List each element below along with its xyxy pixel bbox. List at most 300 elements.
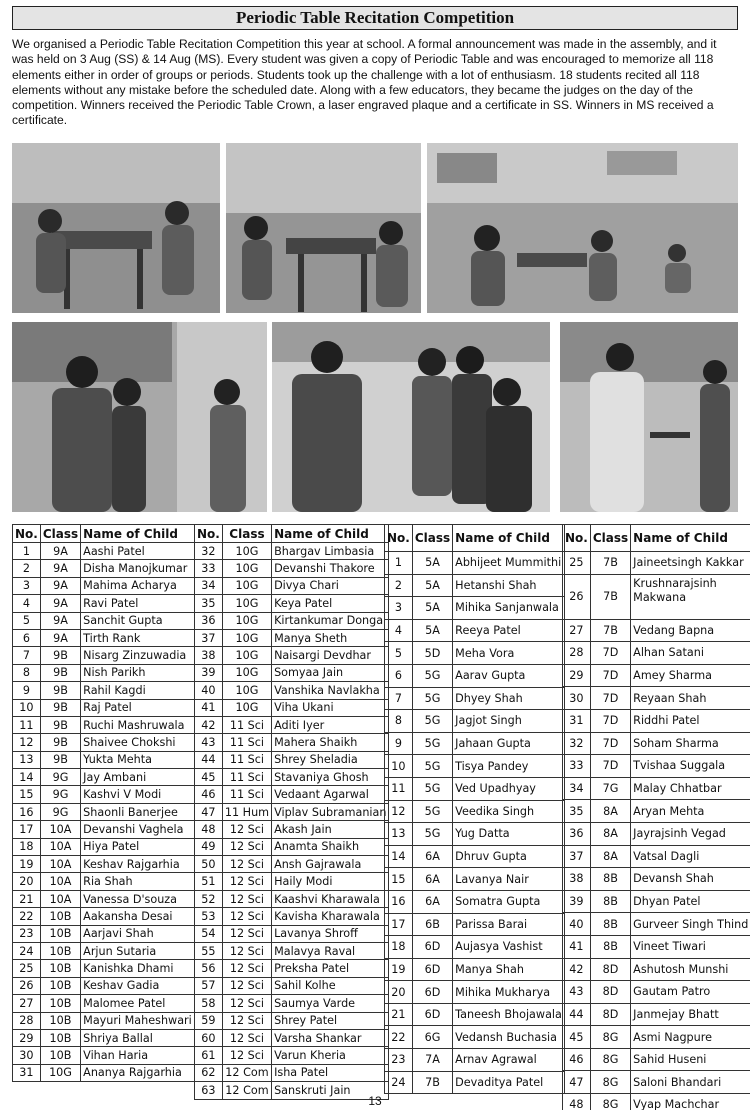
- table-row: [195, 682, 389, 699]
- table-row: [385, 958, 565, 981]
- table-row: [385, 1071, 565, 1094]
- table-row: [563, 1048, 750, 1071]
- cell-no: 62: [195, 1064, 223, 1081]
- cell-name: Taneesh Bhojawala: [453, 1003, 565, 1026]
- table-row: [13, 595, 195, 612]
- cell-no: 48: [563, 1094, 591, 1110]
- cell-name: Kashvi V Modi: [81, 786, 195, 803]
- table-row: [195, 699, 389, 716]
- table-row: [13, 647, 195, 664]
- table-row: [195, 786, 389, 803]
- cell-name: Asmi Nagpure: [631, 1026, 750, 1049]
- table-row: [13, 942, 195, 959]
- table-row: [563, 1026, 750, 1049]
- cell-no: 22: [385, 1026, 413, 1049]
- cell-no: 27: [563, 619, 591, 642]
- cell-no: 15: [13, 786, 41, 803]
- table-row: [13, 682, 195, 699]
- cell-class: 12 Sci: [222, 856, 271, 873]
- cell-no: 2: [385, 574, 413, 597]
- table-row: [563, 958, 750, 981]
- table-row: [195, 908, 389, 925]
- cell-class: 9G: [40, 786, 80, 803]
- cell-name: Reyaan Shah: [631, 687, 750, 710]
- cell-class: 9B: [40, 682, 80, 699]
- cell-no: 1: [13, 543, 41, 560]
- cell-class: 8G: [590, 1094, 630, 1110]
- cell-name: Aujasya Vashist: [453, 936, 565, 959]
- table-row: [195, 595, 389, 612]
- cell-no: 4: [13, 595, 41, 612]
- table-row: [13, 856, 195, 873]
- cell-name: Vedaant Agarwal: [272, 786, 389, 803]
- table-row: [563, 664, 750, 687]
- cell-name: Ananya Rajgarhia: [81, 1064, 195, 1081]
- cell-name: Janmejay Bhatt: [631, 1003, 750, 1026]
- table-row: [563, 1003, 750, 1026]
- cell-class: 8A: [590, 800, 630, 823]
- cell-name: Aryan Mehta: [631, 800, 750, 823]
- table-row: [385, 710, 565, 733]
- cell-no: 10: [13, 699, 41, 716]
- cell-class: 6A: [412, 868, 452, 891]
- photo-prize-3: [560, 322, 738, 512]
- cell-no: 1: [385, 552, 413, 575]
- cell-no: 56: [195, 960, 223, 977]
- cell-no: 20: [385, 981, 413, 1004]
- cell-class: 10A: [40, 821, 80, 838]
- cell-no: 46: [195, 786, 223, 803]
- cell-name: Viplav Subramanian: [272, 803, 389, 820]
- cell-class: 8D: [590, 1003, 630, 1026]
- cell-no: 11: [385, 777, 413, 800]
- cell-class: 6B: [412, 913, 452, 936]
- cell-name: Gurveer Singh Thind: [631, 913, 750, 936]
- table-row: [195, 977, 389, 994]
- cell-no: 51: [195, 873, 223, 890]
- winners-table-ss-1: [12, 524, 195, 1082]
- cell-name: Shriya Ballal: [81, 1029, 195, 1046]
- cell-class: 5G: [412, 755, 452, 778]
- header-no: No.: [195, 525, 223, 543]
- cell-class: 5G: [412, 687, 452, 710]
- cell-no: 29: [13, 1029, 41, 1046]
- table-row: [563, 913, 750, 936]
- cell-no: 14: [385, 845, 413, 868]
- cell-class: 12 Sci: [222, 838, 271, 855]
- cell-no: 2: [13, 560, 41, 577]
- cell-class: 7D: [590, 732, 630, 755]
- table-row: [385, 552, 565, 575]
- cell-no: 53: [195, 908, 223, 925]
- cell-name: Sahid Huseni: [631, 1048, 750, 1071]
- table-row: [195, 664, 389, 681]
- table-row: [13, 995, 195, 1012]
- cell-no: 21: [13, 890, 41, 907]
- cell-no: 20: [13, 873, 41, 890]
- table-row: [385, 800, 565, 823]
- cell-name: Preksha Patel: [272, 960, 389, 977]
- cell-name: Aditi Iyer: [272, 716, 389, 733]
- cell-no: 46: [563, 1048, 591, 1071]
- cell-name: Disha Manojkumar: [81, 560, 195, 577]
- cell-no: 5: [13, 612, 41, 629]
- cell-name: Yukta Mehta: [81, 751, 195, 768]
- cell-no: 38: [195, 647, 223, 664]
- table-row: [563, 981, 750, 1004]
- cell-class: 7D: [590, 755, 630, 778]
- cell-name: Keshav Rajgarhia: [81, 856, 195, 873]
- cell-name: Mayuri Maheshwari: [81, 1012, 195, 1029]
- cell-name: Malay Chhatbar: [631, 777, 750, 800]
- table-row: [13, 1047, 195, 1064]
- cell-no: 40: [563, 913, 591, 936]
- cell-name: Ria Shah: [81, 873, 195, 890]
- table-row: [13, 960, 195, 977]
- cell-name: Saloni Bhandari: [631, 1071, 750, 1094]
- header-name: Name of Child: [631, 525, 750, 552]
- cell-no: 3: [385, 597, 413, 620]
- cell-class: 9A: [40, 543, 80, 560]
- table-row: [13, 908, 195, 925]
- cell-name: Shaonli Banerjee: [81, 803, 195, 820]
- cell-no: 8: [13, 664, 41, 681]
- table-row: [195, 560, 389, 577]
- table-row: [385, 619, 565, 642]
- cell-no: 24: [13, 942, 41, 959]
- cell-class: 11 Sci: [222, 751, 271, 768]
- cell-name: Nish Parikh: [81, 664, 195, 681]
- cell-no: 55: [195, 942, 223, 959]
- cell-class: 11 Hum: [222, 803, 271, 820]
- cell-class: 10G: [222, 647, 271, 664]
- cell-name: Somatra Gupta: [453, 890, 565, 913]
- cell-no: 9: [385, 732, 413, 755]
- cell-no: 12: [385, 800, 413, 823]
- table-row: [13, 873, 195, 890]
- cell-no: 26: [563, 574, 591, 619]
- cell-class: 7B: [590, 552, 630, 575]
- cell-name: Soham Sharma: [631, 732, 750, 755]
- cell-no: 60: [195, 1029, 223, 1046]
- cell-class: 6A: [412, 845, 452, 868]
- cell-name: Devaditya Patel: [453, 1071, 565, 1094]
- table-row: [13, 716, 195, 733]
- cell-no: 58: [195, 995, 223, 1012]
- cell-class: 7G: [590, 777, 630, 800]
- photo-prize-2: [272, 322, 550, 512]
- cell-no: 33: [563, 755, 591, 778]
- cell-class: 10B: [40, 977, 80, 994]
- table-row: [563, 642, 750, 665]
- table-row: [195, 925, 389, 942]
- cell-class: 10G: [222, 664, 271, 681]
- cell-name: Mahima Acharya: [81, 577, 195, 594]
- table-row: [195, 769, 389, 786]
- cell-no: 22: [13, 908, 41, 925]
- table-row: [563, 574, 750, 619]
- cell-no: 35: [195, 595, 223, 612]
- photo-prize-1: [12, 322, 267, 512]
- header-name: Name of Child: [81, 525, 195, 543]
- cell-no: 42: [563, 958, 591, 981]
- cell-class: 8A: [590, 845, 630, 868]
- cell-class: 9A: [40, 629, 80, 646]
- cell-no: 44: [563, 1003, 591, 1026]
- cell-no: 24: [385, 1071, 413, 1094]
- table-row: [195, 543, 389, 560]
- cell-no: 21: [385, 1003, 413, 1026]
- cell-no: 28: [13, 1012, 41, 1029]
- cell-class: 10B: [40, 925, 80, 942]
- table-row: [13, 769, 195, 786]
- cell-class: 10B: [40, 960, 80, 977]
- cell-class: 8G: [590, 1026, 630, 1049]
- cell-name: Jayrajsinh Vegad: [631, 822, 750, 845]
- table-row: [195, 821, 389, 838]
- cell-class: 9G: [40, 803, 80, 820]
- cell-name: Riddhi Patel: [631, 709, 750, 732]
- cell-name: Varsha Shankar: [272, 1029, 389, 1046]
- cell-no: 36: [195, 612, 223, 629]
- table-row: [385, 597, 565, 620]
- table-row: [195, 838, 389, 855]
- cell-no: 16: [385, 890, 413, 913]
- cell-name: Aashi Patel: [81, 543, 195, 560]
- cell-no: 14: [13, 769, 41, 786]
- cell-no: 45: [563, 1026, 591, 1049]
- cell-name: Anamta Shaikh: [272, 838, 389, 855]
- header-no: No.: [385, 525, 413, 552]
- table-row: [13, 786, 195, 803]
- cell-class: 10A: [40, 856, 80, 873]
- cell-class: 9B: [40, 751, 80, 768]
- cell-class: 6A: [412, 890, 452, 913]
- table-row: [13, 1029, 195, 1046]
- cell-name: Vanshika Navlakha: [272, 682, 389, 699]
- cell-name: Sanskruti Jain: [272, 1082, 389, 1099]
- cell-class: 10G: [222, 612, 271, 629]
- cell-no: 41: [195, 699, 223, 716]
- cell-class: 12 Sci: [222, 873, 271, 890]
- cell-name: Ruchi Mashruwala: [81, 716, 195, 733]
- table-row: [13, 803, 195, 820]
- cell-no: 59: [195, 1012, 223, 1029]
- winners-table-ss-2: [194, 524, 389, 1100]
- cell-name: Kavisha Kharawala: [272, 908, 389, 925]
- cell-name: Vanessa D'souza: [81, 890, 195, 907]
- cell-no: 26: [13, 977, 41, 994]
- cell-class: 12 Sci: [222, 942, 271, 959]
- cell-class: 10A: [40, 890, 80, 907]
- cell-no: 27: [13, 995, 41, 1012]
- cell-name: Shrey Patel: [272, 1012, 389, 1029]
- cell-no: 54: [195, 925, 223, 942]
- header-name: Name of Child: [272, 525, 389, 543]
- cell-name: Jahaan Gupta: [453, 732, 565, 755]
- cell-class: 10G: [222, 543, 271, 560]
- header-no: No.: [13, 525, 41, 543]
- table-row: [563, 890, 750, 913]
- cell-no: 16: [13, 803, 41, 820]
- cell-no: 52: [195, 890, 223, 907]
- cell-class: 6G: [412, 1026, 452, 1049]
- cell-name: Ved Upadhyay: [453, 777, 565, 800]
- cell-class: 8B: [590, 890, 630, 913]
- cell-class: 12 Com: [222, 1082, 271, 1099]
- cell-no: 48: [195, 821, 223, 838]
- table-row: [385, 664, 565, 687]
- cell-no: 7: [385, 687, 413, 710]
- header-no: No.: [563, 525, 591, 552]
- cell-name: Hetanshi Shah: [453, 574, 565, 597]
- cell-class: 12 Sci: [222, 908, 271, 925]
- table-row: [13, 1064, 195, 1081]
- cell-no: 18: [385, 936, 413, 959]
- cell-no: 39: [195, 664, 223, 681]
- cell-name: Aarav Gupta: [453, 664, 565, 687]
- cell-class: 8G: [590, 1048, 630, 1071]
- table-row: [13, 751, 195, 768]
- cell-name: Devanshi Thakore: [272, 560, 389, 577]
- table-row: [563, 935, 750, 958]
- table-row: [563, 687, 750, 710]
- cell-no: 43: [563, 981, 591, 1004]
- cell-class: 12 Sci: [222, 1029, 271, 1046]
- header-class: Class: [412, 525, 452, 552]
- cell-name: Vatsal Dagli: [631, 845, 750, 868]
- cell-name: Manya Sheth: [272, 629, 389, 646]
- cell-name: Vedang Bapna: [631, 619, 750, 642]
- cell-no: 3: [13, 577, 41, 594]
- table-row: [563, 845, 750, 868]
- cell-name: Somyaa Jain: [272, 664, 389, 681]
- cell-class: 5G: [412, 664, 452, 687]
- cell-class: 12 Sci: [222, 977, 271, 994]
- cell-class: 12 Sci: [222, 925, 271, 942]
- cell-class: 8B: [590, 913, 630, 936]
- cell-name: Varun Kheria: [272, 1047, 389, 1064]
- cell-class: 5D: [412, 642, 452, 665]
- cell-class: 5A: [412, 574, 452, 597]
- cell-name: Ravi Patel: [81, 595, 195, 612]
- header-class: Class: [40, 525, 80, 543]
- cell-name: Sahil Kolhe: [272, 977, 389, 994]
- cell-no: 57: [195, 977, 223, 994]
- cell-name: Kaashvi Kharawala: [272, 890, 389, 907]
- cell-no: 37: [563, 845, 591, 868]
- cell-name: Jaineetsingh Kakkar: [631, 552, 750, 575]
- cell-no: 63: [195, 1082, 223, 1099]
- table-row: [385, 574, 565, 597]
- cell-no: 44: [195, 751, 223, 768]
- cell-name: Haily Modi: [272, 873, 389, 890]
- cell-class: 7B: [412, 1071, 452, 1094]
- cell-name: Rahil Kagdi: [81, 682, 195, 699]
- cell-class: 9A: [40, 612, 80, 629]
- cell-class: 12 Com: [222, 1064, 271, 1081]
- cell-no: 50: [195, 856, 223, 873]
- photo-competition-2: [226, 143, 421, 313]
- cell-no: 31: [563, 709, 591, 732]
- cell-class: 8B: [590, 935, 630, 958]
- cell-no: 33: [195, 560, 223, 577]
- cell-no: 43: [195, 734, 223, 751]
- cell-class: 5G: [412, 732, 452, 755]
- cell-class: 8D: [590, 958, 630, 981]
- table-row: [13, 577, 195, 594]
- table-row: [13, 977, 195, 994]
- cell-name: Tisya Pandey: [453, 755, 565, 778]
- table-row: [385, 913, 565, 936]
- cell-class: 12 Sci: [222, 1012, 271, 1029]
- cell-no: 31: [13, 1064, 41, 1081]
- table-row: [385, 732, 565, 755]
- cell-name: Keshav Gadia: [81, 977, 195, 994]
- table-row: [13, 734, 195, 751]
- table-row: [385, 755, 565, 778]
- cell-class: 7D: [590, 642, 630, 665]
- table-row: [563, 552, 750, 575]
- table-row: [385, 642, 565, 665]
- cell-name: Nisarg Zinzuwadia: [81, 647, 195, 664]
- cell-class: 10G: [222, 629, 271, 646]
- table-row: [563, 755, 750, 778]
- page-title: Periodic Table Recitation Competition: [12, 6, 738, 30]
- table-row: [563, 709, 750, 732]
- table-row: [385, 1049, 565, 1072]
- cell-name: Divya Chari: [272, 577, 389, 594]
- cell-no: 17: [385, 913, 413, 936]
- cell-name: Dhyey Shah: [453, 687, 565, 710]
- cell-name: Hiya Patel: [81, 838, 195, 855]
- cell-class: 9B: [40, 647, 80, 664]
- cell-no: 35: [563, 800, 591, 823]
- cell-class: 5A: [412, 552, 452, 575]
- cell-class: 5G: [412, 710, 452, 733]
- cell-class: 9A: [40, 560, 80, 577]
- cell-name: Veedika Singh: [453, 800, 565, 823]
- table-row: [195, 995, 389, 1012]
- cell-no: 10: [385, 755, 413, 778]
- table-row: [13, 699, 195, 716]
- cell-class: 10A: [40, 838, 80, 855]
- table-row: [563, 619, 750, 642]
- cell-class: 8A: [590, 822, 630, 845]
- cell-class: 10G: [222, 699, 271, 716]
- cell-name: Tirth Rank: [81, 629, 195, 646]
- cell-class: 9A: [40, 577, 80, 594]
- table-row: [13, 821, 195, 838]
- cell-class: 10B: [40, 995, 80, 1012]
- cell-no: 8: [385, 710, 413, 733]
- table-row: [195, 942, 389, 959]
- table-row: [195, 1012, 389, 1029]
- cell-name: Ansh Gajrawala: [272, 856, 389, 873]
- cell-no: 15: [385, 868, 413, 891]
- cell-name: Krushnarajsinh Makwana: [631, 574, 750, 619]
- cell-name: Arjun Sutaria: [81, 942, 195, 959]
- cell-class: 12 Sci: [222, 995, 271, 1012]
- table-row: [563, 777, 750, 800]
- cell-class: 6D: [412, 981, 452, 1004]
- cell-name: Mihika Sanjanwala: [453, 597, 565, 620]
- cell-no: 37: [195, 629, 223, 646]
- table-row: [13, 890, 195, 907]
- cell-no: 34: [195, 577, 223, 594]
- table-row: [13, 612, 195, 629]
- winners-table-ms-1: [384, 524, 565, 1094]
